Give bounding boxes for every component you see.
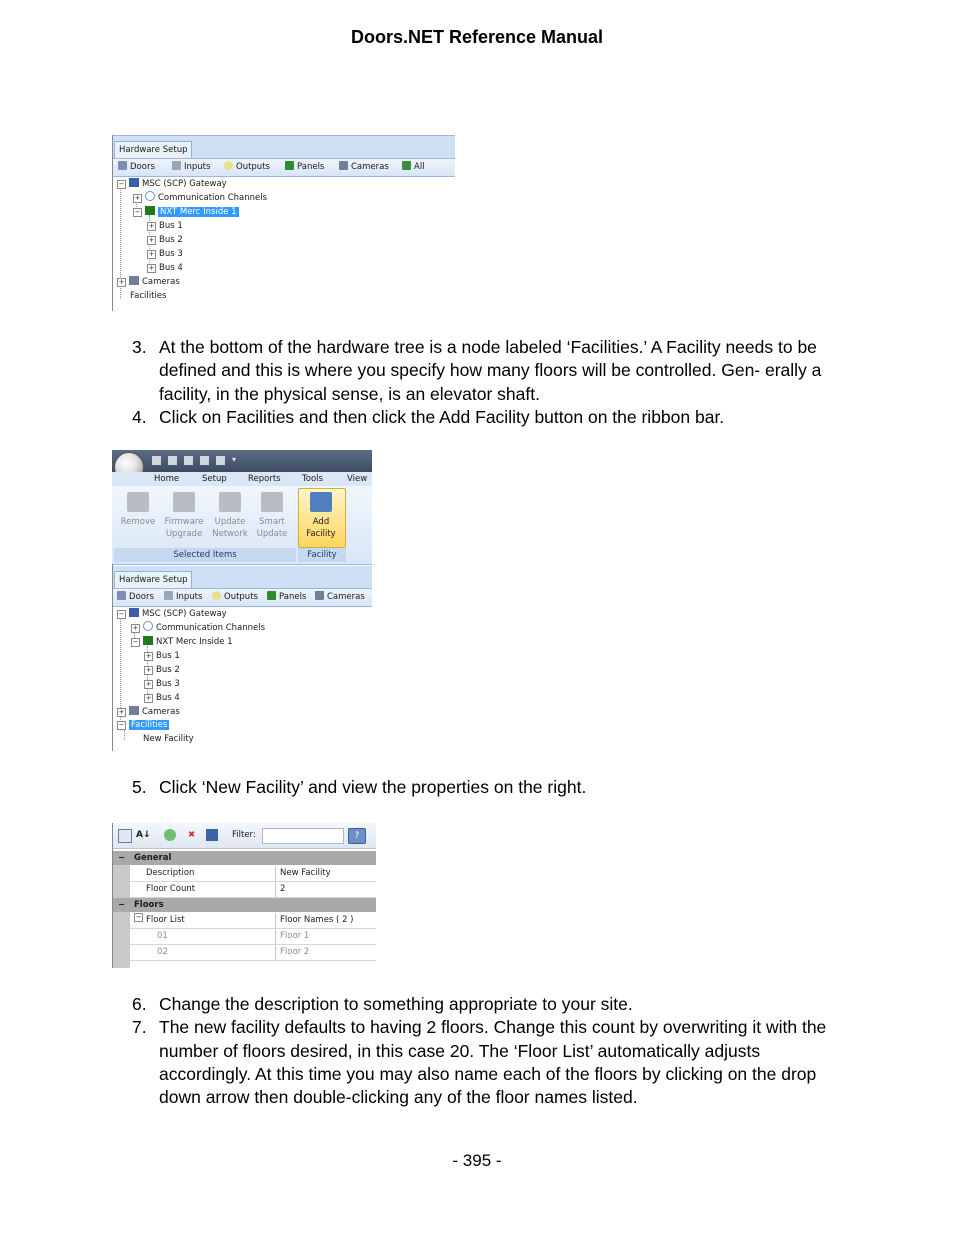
home-icon[interactable]: [168, 456, 177, 465]
tree-node-bus-3[interactable]: + Bus 3: [148, 249, 183, 259]
list-item: 6. Change the description to something appropriate to your site.: [132, 994, 633, 1014]
ribbon-group-facility: Facility: [298, 548, 346, 562]
save-icon[interactable]: [206, 829, 218, 841]
panel-flag-icon: [285, 161, 294, 170]
remove-icon: [127, 492, 149, 512]
tree-node-gateway[interactable]: − MSC (SCP) Gateway: [118, 179, 227, 189]
gateway-icon: [129, 608, 139, 617]
cameras-filter-button[interactable]: Cameras: [339, 161, 389, 174]
firmware-upgrade-button[interactable]: Firmware Upgrade: [164, 492, 204, 540]
update-network-button[interactable]: Update Network: [210, 492, 250, 540]
tree-node-bus-2[interactable]: + Bus 2: [145, 665, 180, 675]
list-item: 3. At the bottom of the hardware tree is a node labeled ‘Facilities.’ A Facility needs to be defined and this is where you specify how many floors will be controlled. Gen- erally a facility, in the physical sense, is an elevator shaft.: [132, 337, 822, 404]
category-floors[interactable]: − Floors: [112, 898, 376, 912]
collapse-icon[interactable]: −: [118, 900, 126, 910]
bulb-icon: [212, 591, 221, 600]
cameras-filter-button[interactable]: Cameras: [315, 591, 365, 604]
tree-node-new-facility[interactable]: New Facility: [143, 734, 194, 744]
steps-list-c: [132, 993, 842, 1109]
save-icon[interactable]: [152, 456, 161, 465]
tab-home[interactable]: Home: [154, 474, 180, 484]
panel-flag-icon: [143, 636, 153, 645]
hardware-setup-screenshot: [112, 135, 455, 311]
door-icon: [117, 591, 126, 600]
panels-filter-button[interactable]: Panels: [267, 591, 306, 604]
refresh-icon[interactable]: [164, 829, 176, 841]
page-number: - 395 -: [452, 1151, 502, 1170]
collapse-icon[interactable]: −: [118, 853, 126, 863]
tree-node-communication-channels[interactable]: + Communication Channels: [134, 193, 268, 203]
inputs-filter-button[interactable]: Inputs: [172, 161, 210, 174]
channel-icon: [143, 621, 153, 631]
property-row-floor-01[interactable]: 01 Floor 1: [130, 929, 376, 945]
panel-flag-icon: [145, 206, 155, 215]
tree-node-cameras[interactable]: + Cameras: [118, 277, 180, 287]
tree-node-bus-2[interactable]: + Bus 2: [148, 235, 183, 245]
categorized-icon[interactable]: [118, 829, 132, 843]
outputs-filter-button[interactable]: Outputs: [212, 591, 258, 604]
list-item: 4. Click on Facilities and then click the Add Facility button on the ribbon bar.: [132, 406, 725, 427]
help-icon[interactable]: ?: [348, 828, 366, 844]
property-grid-screenshot: [112, 823, 376, 968]
all-filter-button[interactable]: All: [402, 161, 425, 174]
add-facility-button[interactable]: Add Facility: [301, 492, 341, 540]
quick-access-toolbar: [112, 450, 372, 472]
doors-filter-button[interactable]: Doors: [118, 161, 155, 174]
delete-icon[interactable]: ✖: [188, 830, 196, 840]
export-icon[interactable]: [216, 456, 225, 465]
steps-list-a: [132, 336, 842, 429]
remove-button[interactable]: Remove: [118, 492, 158, 528]
gateway-icon: [129, 178, 139, 187]
property-grid-toolbar: [112, 823, 376, 849]
filter-label: Filter:: [232, 830, 256, 840]
tree-node-facilities[interactable]: Facilities: [130, 291, 167, 301]
inputs-filter-button[interactable]: Inputs: [164, 591, 202, 604]
property-row-description[interactable]: Description New Facility: [130, 866, 376, 882]
tab-tools[interactable]: Tools: [302, 474, 323, 484]
ribbon-body: [112, 486, 372, 565]
doors-filter-button[interactable]: Doors: [117, 591, 154, 604]
tree-node-bus-1[interactable]: + Bus 1: [148, 221, 183, 231]
firmware-icon: [173, 492, 195, 512]
channel-icon: [145, 191, 155, 201]
camera-icon: [339, 161, 348, 170]
tree-node-bus-1[interactable]: + Bus 1: [145, 651, 180, 661]
steps-list-b: [132, 776, 842, 799]
tree-node-nxt-merc[interactable]: − NXT Merc Inside 1: [134, 207, 237, 217]
category-general[interactable]: − General: [112, 851, 376, 865]
list-item: 7. The new facility defaults to having 2 floors. Change this count by overwriting it with the number of floors desired, in this case 20. The ‘Floor List’ automatically adjusts accordingly. At this time you may also name each of the floors by clicking on the drop down arrow then double-clicking any of the floor names listed.: [132, 1017, 827, 1108]
camera-icon: [129, 706, 139, 715]
people-icon[interactable]: [184, 456, 193, 465]
tab-hardware-setup[interactable]: Hardware Setup: [114, 571, 192, 588]
property-row-floor-count[interactable]: Floor Count 2: [130, 882, 376, 898]
tree-node-cameras[interactable]: + Cameras: [118, 707, 180, 717]
input-icon: [164, 591, 173, 600]
ribbon-screenshot: [112, 450, 372, 751]
all-icon: [402, 161, 411, 170]
tab-hardware-setup[interactable]: Hardware Setup: [114, 141, 192, 158]
network-icon: [219, 492, 241, 512]
tab-reports[interactable]: Reports: [248, 474, 281, 484]
collapse-icon[interactable]: −: [135, 913, 142, 921]
tab-setup[interactable]: Setup: [202, 474, 227, 484]
filter-input[interactable]: [262, 828, 344, 844]
smart-update-icon: [261, 492, 283, 512]
list-item: 5. Click ‘New Facility’ and view the properties on the right.: [132, 777, 587, 797]
qat-dropdown-icon[interactable]: ▾: [232, 455, 237, 464]
ribbon-group-selected-items: Selected Items: [114, 548, 296, 562]
door-icon: [118, 161, 127, 170]
tab-view[interactable]: View: [347, 474, 368, 484]
input-icon: [172, 161, 181, 170]
lock-icon[interactable]: [200, 456, 209, 465]
tree-node-bus-4[interactable]: + Bus 4: [148, 263, 183, 273]
outputs-filter-button[interactable]: Outputs: [224, 161, 270, 174]
panel-flag-icon: [267, 591, 276, 600]
tree-node-gateway[interactable]: − MSC (SCP) Gateway: [118, 609, 227, 619]
camera-icon: [129, 276, 139, 285]
building-icon: [310, 492, 332, 512]
property-row-floor-02[interactable]: 02 Floor 2: [130, 945, 376, 961]
property-row-floor-list[interactable]: − Floor List Floor Names ( 2 ): [130, 913, 376, 929]
ribbon-tabs: [112, 472, 372, 486]
tree-node-bus-4[interactable]: + Bus 4: [145, 693, 180, 703]
tree-node-bus-3[interactable]: + Bus 3: [145, 679, 180, 689]
tree-node-nxt-merc[interactable]: − NXT Merc Inside 1: [132, 637, 233, 647]
camera-icon: [315, 591, 324, 600]
bulb-icon: [224, 161, 233, 170]
sort-az-icon[interactable]: A↓: [136, 830, 151, 840]
tree-node-communication-channels[interactable]: + Communication Channels: [132, 623, 266, 633]
page-title: Doors.NET Reference Manual: [350, 27, 604, 47]
smart-update-button[interactable]: Smart Update: [252, 492, 292, 540]
tree-node-facilities[interactable]: − Facilities: [118, 720, 168, 730]
panels-filter-button[interactable]: Panels: [285, 161, 324, 174]
